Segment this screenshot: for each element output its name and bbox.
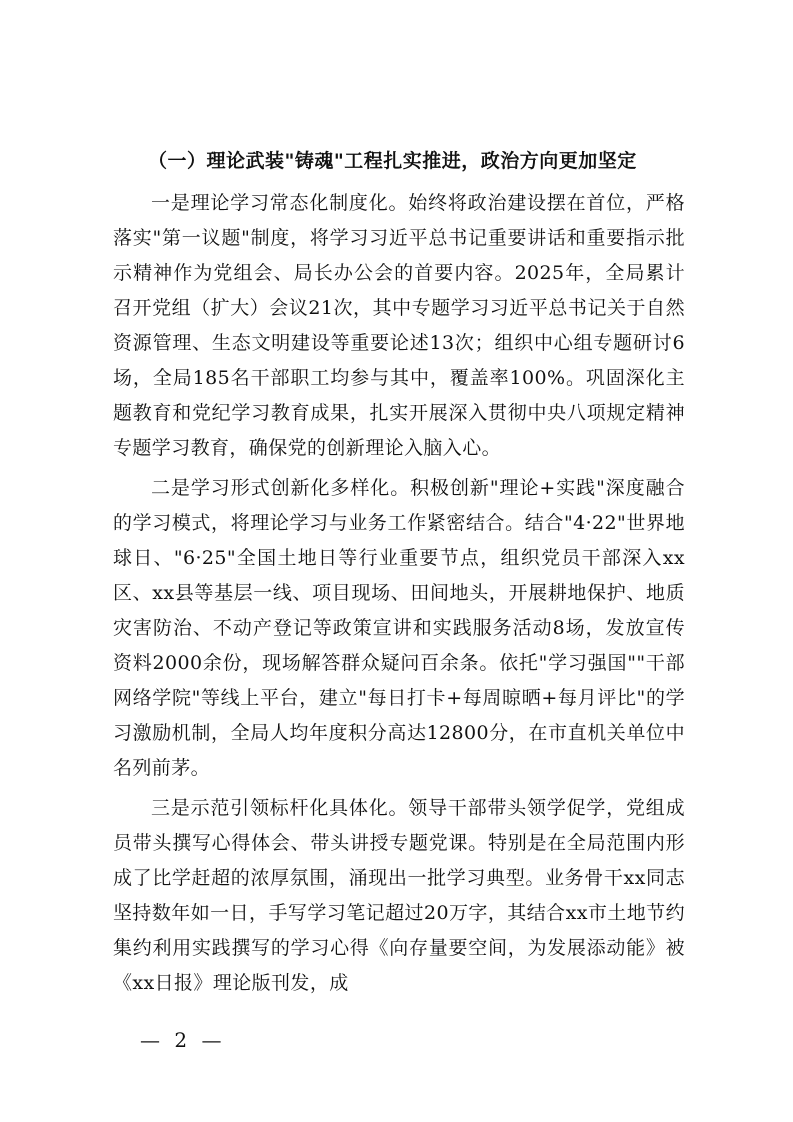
- section-heading: （一）理论武装"铸魂"工程扎实推进，政治方向更加坚定: [148, 150, 637, 172]
- paragraph-demonstration: 三是示范引领标杆化具体化。领导干部带头领学促学，党组成员带头撰写心得体会、带头讲授专题党课。特别是在全局范围内形成了比学赶超的浓厚氛围，涌现出一批学习典型。业务骨干xx同志坚持数年如一日，手写学习笔记超过20万字，其结合xx市土地节约集约利用实践撰写的学习心得《向存量要空间，为发展添动能》被《xx日报》理论版刊发，成: [113, 797, 685, 994]
- body-text: [113, 186, 685, 1006]
- page-number: — 2 —: [140, 1028, 226, 1052]
- paragraph-study-forms: 二是学习形式创新化多样化。积极创新"理论+实践"深度融合的学习模式，将理论学习与业务工作紧密结合。结合"4·22"世界地球日、"6·25"全国土地日等行业重要节点，组织党员干部深入xx区、xx县等基层一线、项目现场、田间地头，开展耕地保护、地质灾害防治、不动产登记等政策宣讲和实践服务活动8场，发放宣传资料2000余份，现场解答群众疑问百余条。依托"学习强国""干部网络学院"等线上平台，建立"每日打卡+每周晾晒+每月评比"的学习激励机制，全局人均年度积分高达12800分，在市直机关单位中名列前茅。: [113, 477, 685, 779]
- paragraph-theory-study: 一是理论学习常态化制度化。始终将政治建设摆在首位，严格落实"第一议题"制度，将学习习近平总书记重要讲话和重要指示批示精神作为党组会、局长办公会的首要内容。2025年，全局累计召开党组（扩大）会议21次，其中专题学习习近平总书记关于自然资源管理、生态文明建设等重要论述13次；组织中心组专题研讨6场，全局185名干部职工均参与其中，覆盖率100%。巩固深化主题教育和党纪学习教育成果，扎实开展深入贯彻中央八项规定精神专题学习教育，确保党的创新理论入脑入心。: [113, 192, 685, 459]
